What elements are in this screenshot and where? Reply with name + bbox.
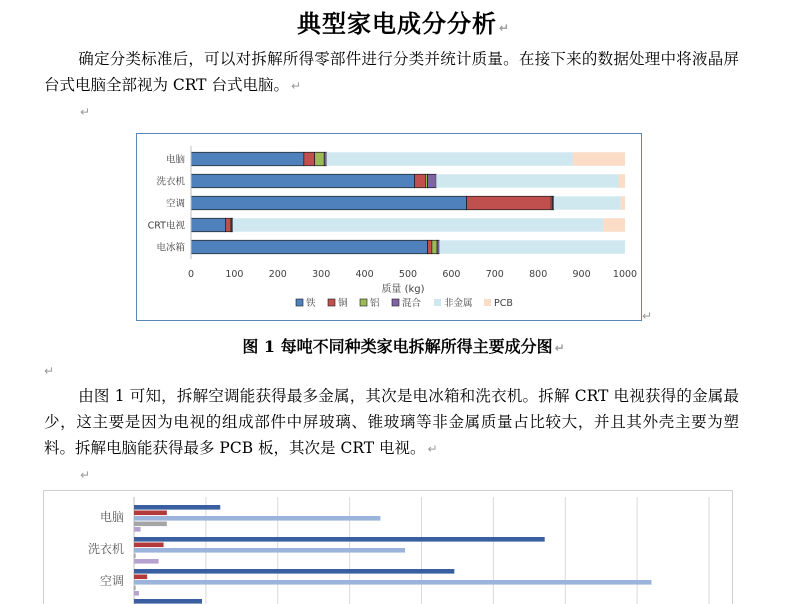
bar-segment	[553, 196, 554, 210]
bar-segment	[428, 240, 432, 254]
bar	[134, 527, 141, 532]
paragraph-2	[44, 383, 739, 462]
bar	[134, 591, 139, 596]
bar	[134, 543, 164, 548]
bar-segment	[621, 196, 625, 210]
legend-swatch	[360, 299, 367, 306]
x-tick-label: 100	[225, 269, 244, 280]
legend-label: PCB	[494, 298, 513, 309]
x-tick-label: 200	[268, 269, 287, 280]
paragraph-2-text: 由图 1 可知，拆解空调能获得最多金属，其次是电冰箱和洗衣机。拆解 CRT 电视获得的金属最少，这主要是因为电视的组成部件中屏玻璃、锥玻璃等非金属质量占比较大，并且其外壳主要为塑料。拆解电脑能获得最多 PCB 板，其次是 CRT 电视。	[44, 387, 739, 457]
paragraph-1	[44, 46, 739, 99]
legend-label: 铜	[338, 298, 348, 309]
figure-caption: 图 1 每吨不同种类家电拆解所得主要成分图 ↵	[242, 337, 565, 356]
bar	[134, 511, 167, 516]
legend-label: 混合	[402, 298, 422, 309]
bar	[134, 548, 405, 553]
x-tick-label: 600	[442, 269, 461, 280]
paragraph-mark: ↵	[290, 79, 302, 93]
legend-swatch	[484, 299, 491, 306]
category-label: 洗衣机	[156, 176, 185, 188]
bar	[134, 516, 380, 521]
grouped-bar-chart-svg	[44, 491, 732, 604]
x-axis-label: 质量 (kg)	[381, 284, 425, 295]
bar	[134, 575, 147, 580]
bar-segment	[467, 196, 552, 210]
bar-segment	[191, 152, 304, 166]
legend-label: 铝	[370, 298, 380, 309]
bar-segment	[573, 152, 625, 166]
composition-chart-svg	[137, 134, 641, 320]
bar-segment	[226, 218, 231, 232]
bar-segment	[191, 240, 428, 254]
bar-segment	[554, 196, 621, 210]
bar	[134, 505, 220, 510]
bar	[134, 569, 454, 574]
bar	[134, 554, 136, 559]
paragraph-1-text: 确定分类标准后，可以对拆解所得零部件进行分类并统计质量。在接下来的数据处理中将液晶屏台式电脑全部视为 CRT 台式电脑。	[44, 50, 739, 94]
x-tick-label: 700	[485, 269, 504, 280]
bar-segment	[603, 218, 625, 232]
bar-segment	[233, 218, 604, 232]
empty-paragraph-mark: ↵	[80, 105, 91, 119]
bar-segment	[428, 174, 437, 188]
category-label: 电脑	[99, 510, 124, 524]
x-tick-label: 800	[529, 269, 548, 280]
bar	[134, 586, 136, 591]
category-label: 洗衣机	[87, 542, 124, 556]
paragraph-mark: ↵	[427, 442, 438, 456]
bar-segment	[326, 152, 573, 166]
empty-paragraph-mark: ↵	[44, 364, 55, 378]
bar-segment	[415, 174, 426, 188]
paragraph-mark: ↵	[498, 21, 511, 35]
category-label: 电脑	[165, 154, 185, 166]
bar-segment	[315, 152, 325, 166]
x-tick-label: 500	[398, 269, 418, 280]
category-label: 空调	[165, 198, 185, 210]
grouped-bar-chart[interactable]	[43, 490, 733, 604]
paragraph-mark: ↵	[642, 309, 653, 323]
legend-swatch	[434, 299, 441, 306]
composition-chart[interactable]	[136, 133, 642, 321]
x-tick-label: 300	[312, 269, 331, 280]
legend-swatch	[328, 299, 335, 306]
bar	[134, 559, 159, 564]
legend-label: 铁	[306, 298, 316, 309]
bar	[134, 580, 652, 585]
bar-segment	[232, 218, 233, 232]
x-tick-label: 400	[355, 269, 374, 280]
x-tick-label: 900	[572, 269, 591, 280]
bar-segment	[432, 240, 437, 254]
document-title: 典型家电成分分析 ↵	[296, 9, 511, 38]
bar	[134, 599, 202, 604]
bar-segment	[304, 152, 315, 166]
bar-segment	[436, 174, 618, 188]
bar-segment	[439, 240, 625, 254]
legend-label: 非金属	[444, 298, 473, 309]
category-label: 电冰箱	[156, 242, 185, 254]
bar	[134, 522, 167, 527]
bar-segment	[437, 240, 439, 254]
empty-paragraph-mark: ↵	[80, 468, 91, 482]
paragraph-mark: ↵	[554, 341, 565, 355]
bar-segment	[191, 174, 415, 188]
x-tick-label: 0	[187, 269, 195, 280]
bar-segment	[191, 196, 467, 210]
bar-segment	[324, 152, 326, 166]
bar-segment	[618, 174, 625, 188]
legend-swatch	[392, 299, 399, 306]
bar-segment	[191, 218, 226, 232]
category-label: CRT电视	[147, 220, 185, 232]
bar	[134, 537, 545, 542]
category-label: 空调	[99, 574, 124, 588]
x-tick-label: 1000	[612, 269, 638, 280]
legend-swatch	[296, 299, 303, 306]
